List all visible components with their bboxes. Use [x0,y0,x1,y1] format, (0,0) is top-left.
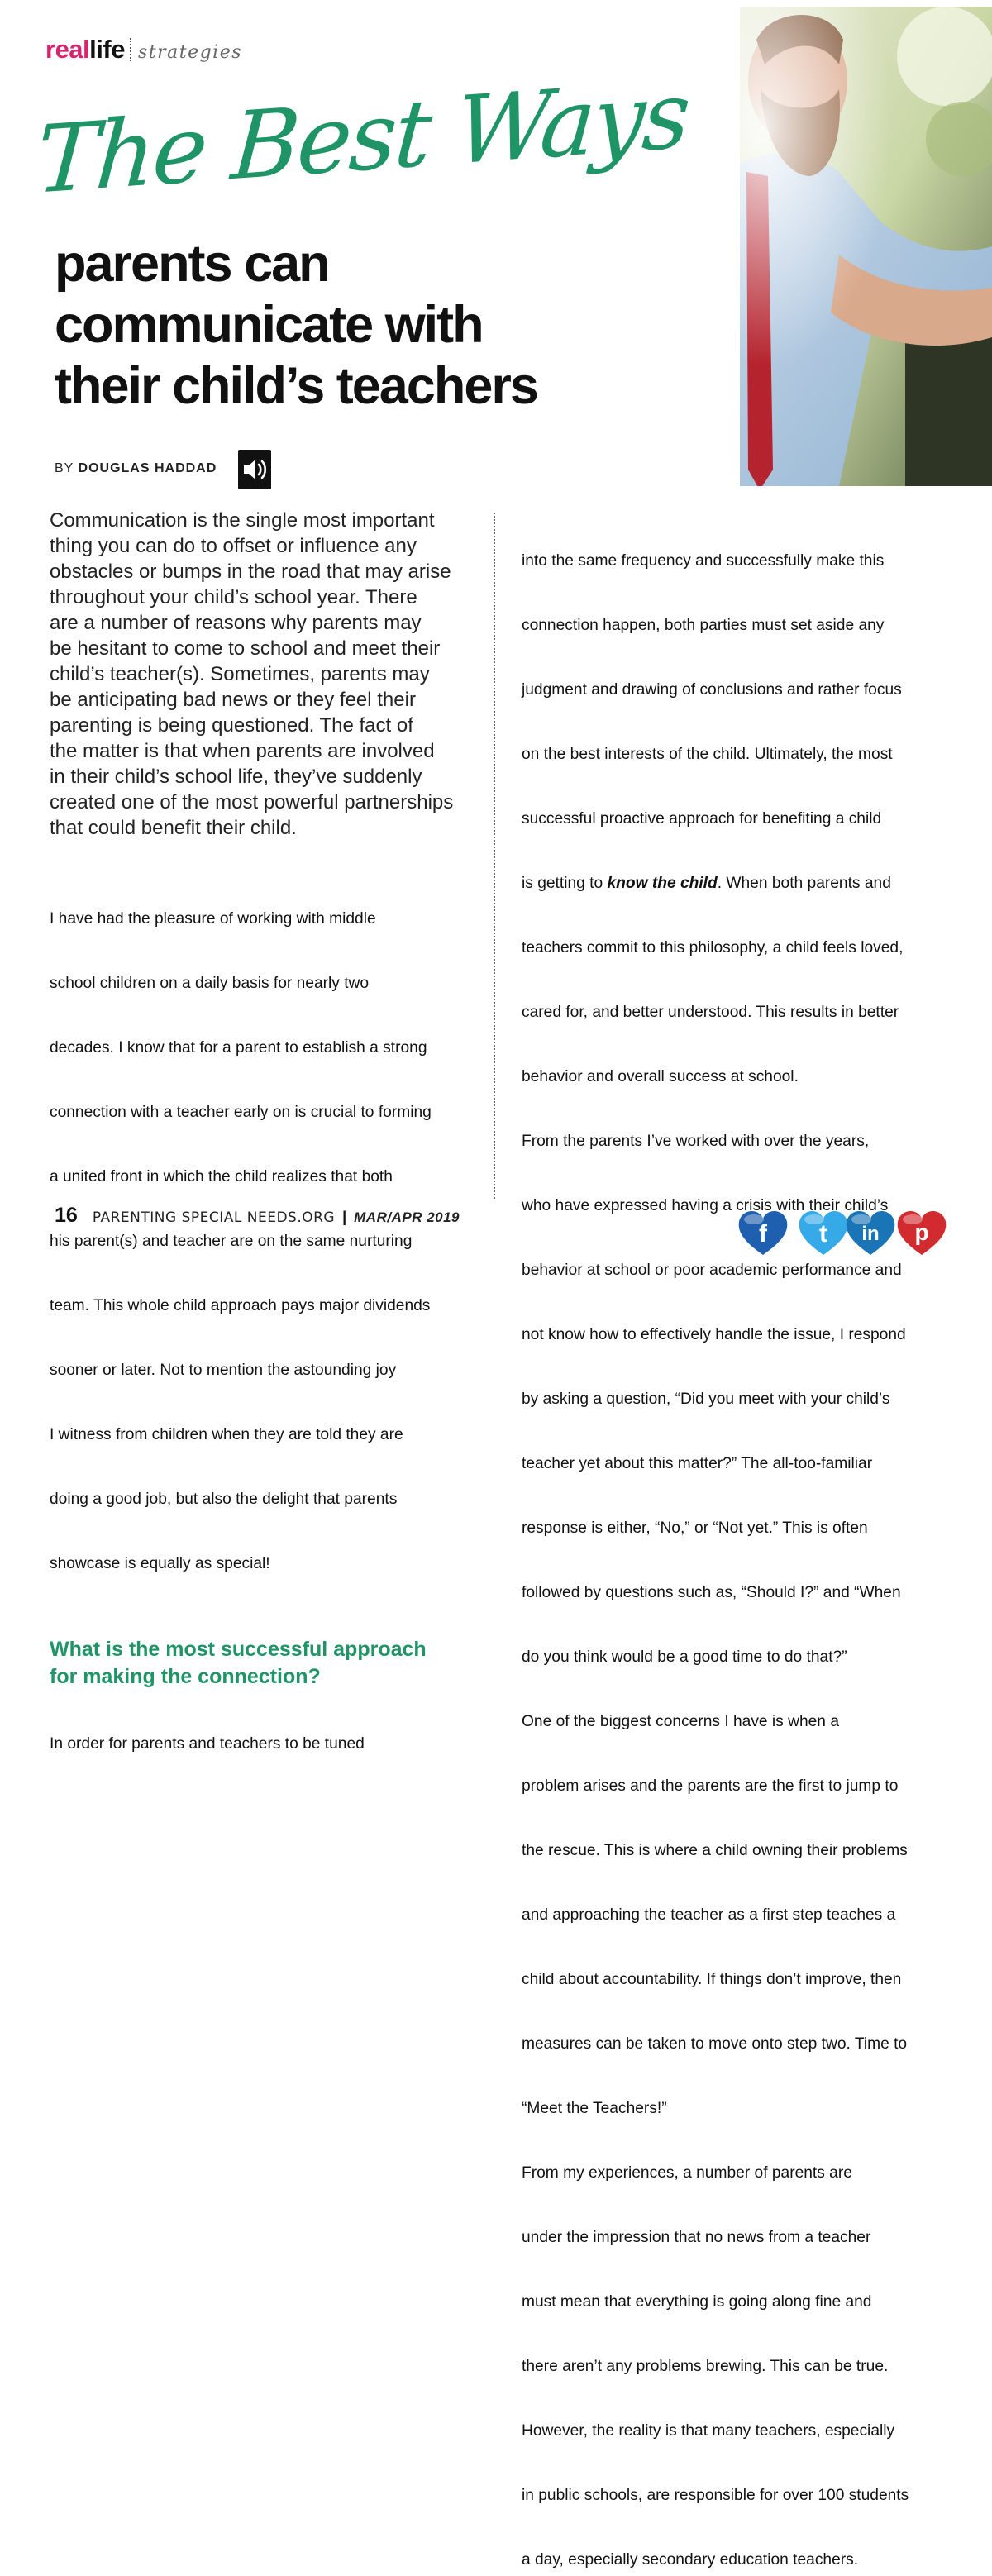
byline-author: DOUGLAS HADDAD [78,461,217,475]
hero-photo [740,7,992,486]
text-line: be anticipating bad news or they feel their [50,689,416,711]
text-line: throughout your child’s school year. There [50,586,417,608]
facebook-icon [736,1205,790,1260]
linkedin-button[interactable] [843,1205,898,1260]
text-line: doing a good job, but also the delight that parents [50,1491,398,1508]
text-line: problem arises and the parents are the first to jump to [522,1777,899,1795]
text-line: sooner or later. Not to mention the astounding joy [50,1362,397,1379]
pinterest-icon [894,1205,949,1260]
text-line: team. This whole child approach pays major dividends [50,1297,431,1314]
text-line: thing you can do to offset or influence any [50,535,417,557]
audio-button[interactable] [238,450,271,489]
text-fragment: . When both parents and [717,875,891,892]
text-line: a day, especially secondary education teachers. [522,2551,859,2569]
text-line: for making the connection? [50,1665,321,1688]
headline [55,233,732,417]
column-right [522,508,951,2576]
section-tag [45,31,242,64]
text-line: teachers commit to this philosophy, a child feels loved, [522,939,904,956]
text-line: behavior at school or poor academic performance and [522,1262,902,1279]
text-line: by asking a question, “Did you meet with your child’s [522,1391,890,1408]
text-line: cared for, and better understood. This results in better [522,1004,899,1021]
svg-text:t: t [819,1220,827,1247]
speaker-icon [238,450,271,489]
linkedin-icon [843,1205,898,1260]
text-line: followed by questions such as, “Should I?” and “When [522,1584,901,1601]
text-line: judgment and drawing of conclusions and rather focus [522,681,902,699]
byline [55,461,217,476]
text-line: child about accountability. If things don’t improve, then [522,1971,902,1988]
text-line: a united front in which the child realizes that both [50,1168,393,1185]
text-line: must mean that everything is going along fine and [522,2293,872,2311]
text-line: be hesitant to come to school and meet their [50,637,441,660]
section-tag-strategies: strategies [137,42,243,63]
lead-paragraph [50,508,479,841]
text-line: teacher yet about this matter?” The all-too-familiar [522,1455,873,1472]
body-paragraph [522,508,951,2576]
headline-line: parents can [55,235,329,293]
section-tag-real: real [45,35,90,64]
page-footer [55,1204,460,1228]
svg-text:f: f [759,1220,767,1247]
text-line: From the parents I’ve worked with over the years, [522,1133,870,1150]
text-line: What is the most successful approach [50,1638,427,1661]
text-line: on the best interests of the child. Ultimately, the most [522,746,893,763]
text-line: One of the biggest concerns I have is when a [522,1713,839,1730]
text-line: response is either, “No,” or “Not yet.” This is often [522,1519,868,1537]
man-with-beard-photo [740,7,992,486]
facebook-button[interactable] [736,1205,790,1260]
text-line: in public schools, are responsible for over 100 students [522,2487,909,2504]
text-line: do you think would be a good time to do that?” [522,1648,847,1666]
section-tag-life: life [89,35,125,64]
pinterest-button[interactable] [894,1205,949,1260]
text-line: I have had the pleasure of working with middle [50,910,376,928]
column-left [50,508,479,1798]
text-line [522,873,951,894]
text-line: there aren’t any problems brewing. This can be true. [522,2358,889,2375]
column-divider [494,513,495,1199]
text-line: under the impression that no news from a teacher [522,2229,871,2246]
text-line: the rescue. This is where a child owning their problems [522,1842,908,1859]
emphasis-know-the-child: know the child [607,875,718,892]
text-line: are a number of reasons why parents may [50,612,422,634]
text-fragment: is getting to [522,875,608,892]
footer-site-name: PARENTING SPECIAL NEEDS.ORG [92,1209,336,1226]
body-paragraph [50,866,479,1618]
page-number: 16 [55,1204,78,1227]
text-line: In order for parents and teachers to be tuned [50,1735,365,1753]
footer-issue-date: MAR/APR 2019 [354,1209,460,1225]
footer-separator: | [342,1209,347,1225]
text-line: and approaching the teacher as a first step teaches a [522,1906,896,1924]
script-title-text: The Best Ways [33,60,692,215]
text-line: who have expressed having a crisis with their child’s [522,1197,889,1214]
text-line: not know how to effectively handle the issue, I respond [522,1326,906,1343]
text-line: school children on a daily basis for nearly two [50,975,370,992]
text-line: created one of the most powerful partnerships [50,791,454,813]
text-line: “Meet the Teachers!” [522,2100,667,2117]
text-line: into the same frequency and successfully make this [522,552,885,570]
text-line: However, the reality is that many teachers, especially [522,2422,895,2440]
text-line: showcase is equally as special! [50,1555,270,1572]
subheading [50,1636,479,1691]
script-title [33,60,777,231]
text-line: I witness from children when they are told they are [50,1426,403,1443]
svg-text:p: p [914,1219,929,1245]
text-line: measures can be taken to move onto step two. Time to [522,2035,908,2053]
text-line: successful proactive approach for benefiting a child [522,810,882,828]
text-line: behavior and overall success at school. [522,1068,799,1085]
svg-text:in: in [861,1223,880,1245]
text-line: connection happen, both parties must set aside any [522,617,885,634]
text-line: his parent(s) and teacher are on the same nurturing [50,1233,413,1250]
text-line: From my experiences, a number of parents are [522,2164,852,2182]
text-line: child’s teacher(s). Sometimes, parents may [50,663,430,685]
text-line: in their child’s school life, they’ve suddenly [50,766,422,788]
text-line: parenting is being questioned. The fact of [50,714,413,737]
body-paragraph [50,1691,479,1798]
text-line: the matter is that when parents are involved [50,740,435,762]
text-line: decades. I know that for a parent to establish a strong [50,1039,427,1057]
text-line: Communication is the single most important [50,509,435,532]
text-line: that could benefit their child. [50,817,297,839]
text-line: connection with a teacher early on is crucial to forming [50,1104,432,1121]
text-line: obstacles or bumps in the road that may arise [50,561,451,583]
byline-prefix: BY [55,461,74,475]
headline-line: communicate with [55,296,483,354]
headline-line: their child’s teachers [55,357,537,415]
section-tag-divider [130,38,131,61]
